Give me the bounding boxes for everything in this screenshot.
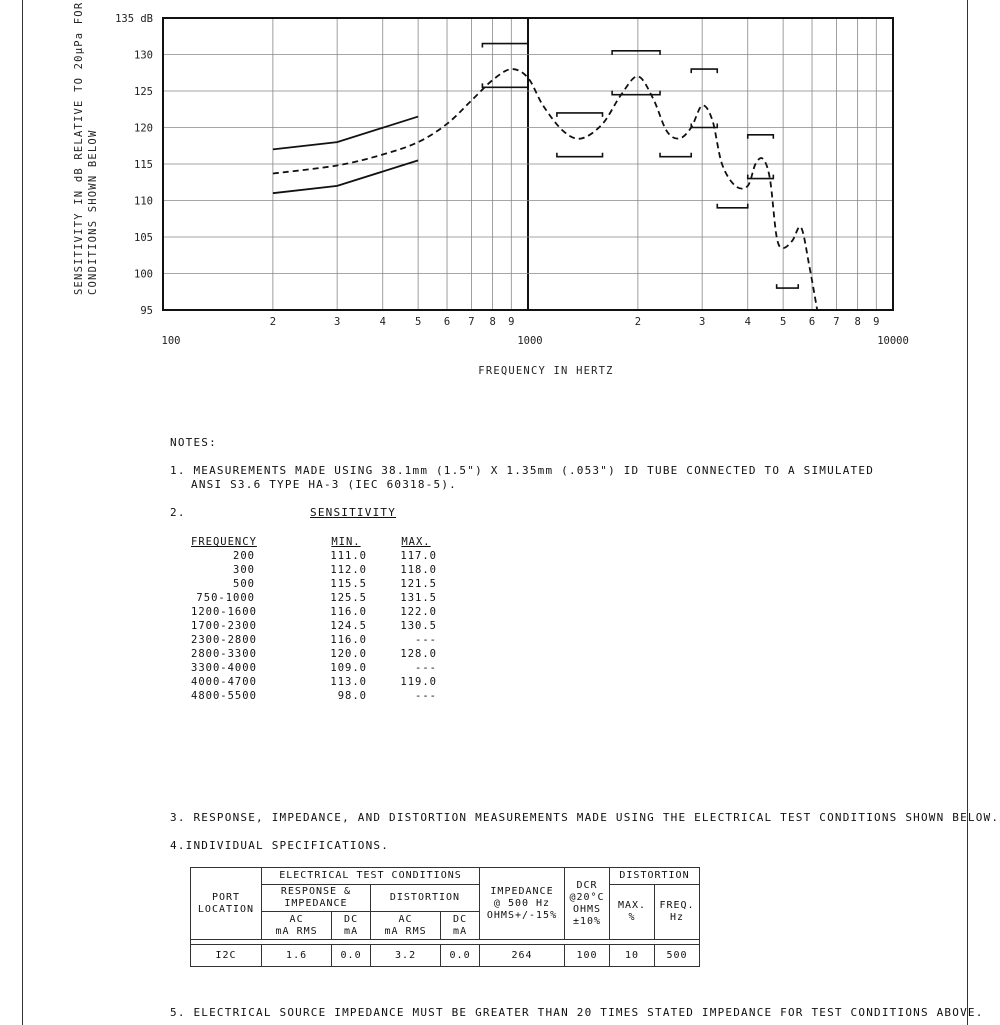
x-tick-label: 5 [779,316,787,328]
x-tick-label: 9 [508,316,515,328]
freq-distortion-header-line2: Hz [669,912,685,923]
max-cell: 131.5 [400,592,437,604]
distortion-dc-cell: 0.0 [441,945,480,967]
response-ac-header-line1: AC [289,913,304,925]
max-cell: 121.5 [400,578,437,590]
dcr-header-line2: @20°C [569,891,605,903]
x-tick-label: 100 [161,335,181,347]
frequency-cell: 4800-5500 [191,690,257,702]
port-cell: I2C [191,945,262,967]
min-cell: 109.0 [330,662,367,674]
limit-bracket-max [748,135,774,139]
x-tick-label: 4 [379,316,386,328]
distortion-max-cell: 10 [610,945,655,967]
chart-labels [115,13,909,347]
response-dc-header [332,912,371,940]
y-tick-label: 105 [134,232,153,244]
x-tick-label: 3 [333,316,341,328]
max-distortion-header [610,885,655,940]
frequency-cell: 2800-3300 [191,648,257,660]
x-tick-label: 8 [854,316,861,328]
y-top-label: 135 dB [115,13,153,25]
distortion-dc-header-line1: DC [453,913,468,925]
y-tick-label: 100 [134,268,153,281]
note-1-line-2: ANSI S3.6 TYPE HA-3 (IEC 60318-5). [191,478,457,491]
dcr-header-line3: OHMS [572,903,602,915]
limit-bracket-min [777,284,799,288]
y-tick-label: 110 [134,195,153,208]
max-cell: 128.0 [400,648,437,660]
y-axis-label-line1: SENSITIVITY IN dB RELATIVE TO 20µPa FOR [73,1,85,295]
impedance-header-line3: OHMS+/-15% [486,909,558,921]
dcr-cell: 100 [565,945,610,967]
impedance-header-line2: @ 500 Hz [493,897,551,909]
x-tick-label: 6 [808,316,816,328]
x-tick-label: 9 [873,316,880,328]
min-cell: 120.0 [330,648,367,660]
dcr-header-line4: ±10% [572,915,602,927]
y-tick-label: 130 [134,49,153,62]
note-4: 4.INDIVIDUAL SPECIFICATIONS. [170,839,390,852]
freq-distortion-header-line1: FREQ. [659,900,695,911]
y-tick-label: 120 [134,122,153,135]
min-cell: 116.0 [330,606,367,618]
x-tick-label: 3 [698,316,706,328]
series-line-max [273,117,418,150]
response-ac-cell: 1.6 [262,945,332,967]
response-dc-header-line1: DC [344,913,359,925]
dcr-header-line1: DCR [576,879,598,891]
frequency-header: FREQUENCY [191,536,257,548]
distortion-dc-header-line2: mA [453,925,468,937]
distortion-ac-header-line1: AC [398,913,413,925]
impedance-cell: 264 [480,945,565,967]
limit-bracket-min [660,153,691,157]
distortion-header: DISTORTION [610,868,700,885]
min-cell: 115.5 [330,578,367,590]
x-tick-label: 7 [833,316,840,328]
y-tick-label: 115 [134,159,153,171]
frequency-cell: 750-1000 [196,592,255,604]
max-distortion-header-line1: MAX. [617,900,647,911]
max-distortion-header-line2: % [628,912,636,923]
response-impedance-header [262,885,371,912]
x-tick-label: 2 [634,316,642,328]
frequency-cell: 3300-4000 [191,662,257,674]
max-cell: 122.0 [400,606,437,618]
x-tick-label: 10000 [877,335,909,347]
sensitivity-min-column [325,535,367,703]
port-location-header-line2: LOCATION [197,903,255,915]
dcr-header [565,868,610,940]
frequency-cell: 2300-2800 [191,634,257,646]
sensitivity-chart [0,0,1000,400]
x-tick-label: 8 [489,316,496,328]
response-dc-cell: 0.0 [332,945,371,967]
response-impedance-header-line2: IMPEDANCE [284,898,348,909]
limit-bracket-max [691,69,717,73]
port-location-header [191,868,262,940]
min-cell: 113.0 [330,676,367,688]
y-axis-label-line2: CONDITIONS SHOWN BELOW [87,129,99,295]
frequency-cell: 200 [233,550,255,562]
response-impedance-header-line1: RESPONSE & [280,886,352,897]
frequency-cell: 300 [233,564,255,576]
impedance-header [480,868,565,940]
max-cell: 130.5 [400,620,437,632]
limit-bracket-max [482,44,528,48]
notes-title: NOTES: [170,436,217,449]
x-tick-label: 4 [744,316,751,328]
port-location-header-line1: PORT [211,891,241,903]
x-tick-label: 2 [269,316,277,328]
max-cell: --- [415,634,437,646]
y-tick-label: 95 [140,305,153,317]
y-tick-label: 125 [134,86,153,98]
x-tick-label: 6 [443,316,451,328]
freq-distortion-header [655,885,700,940]
electrical-test-conditions-header: ELECTRICAL TEST CONDITIONS [262,868,480,885]
max-cell: 117.0 [400,550,437,562]
distortion-group-header: DISTORTION [370,885,479,912]
min-cell: 112.0 [330,564,367,576]
max-header: MAX. [401,536,431,548]
min-cell: 111.0 [330,550,367,562]
distortion-freq-cell: 500 [655,945,700,967]
response-dc-header-line2: mA [344,925,359,937]
response-ac-header-line2: mA RMS [275,925,318,937]
distortion-ac-cell: 3.2 [370,945,440,967]
max-cell: 119.0 [400,676,437,688]
distortion-ac-header-line2: mA RMS [384,925,427,937]
max-cell: 118.0 [400,564,437,576]
max-cell: --- [415,662,437,674]
note-2-number: 2. [170,506,186,519]
min-cell: 124.5 [330,620,367,632]
frequency-cell: 500 [233,578,255,590]
distortion-dc-header [441,912,480,940]
frequency-cell: 4000-4700 [191,676,257,688]
frequency-cell: 1700-2300 [191,620,257,632]
chart-grid [163,18,893,310]
x-tick-label: 7 [468,316,475,328]
min-cell: 98.0 [337,690,367,702]
max-cell: --- [415,690,437,702]
impedance-header-line1: IMPEDANCE [490,885,554,897]
limit-bracket-min [717,204,747,208]
electrical-spec-table [190,867,700,967]
min-cell: 116.0 [330,634,367,646]
note-3: 3. RESPONSE, IMPEDANCE, AND DISTORTION MEASUREMENTS MADE USING THE ELECTRICAL TEST CONDITIONS SHOWN BELOW. [170,811,1000,824]
limit-bracket-max [557,113,603,117]
sensitivity-max-column [395,535,437,703]
limit-bracket-min [557,153,603,157]
note-5: 5. ELECTRICAL SOURCE IMPEDANCE MUST BE GREATER THAN 20 TIMES STATED IMPEDANCE FOR TEST CONDITIONS ABOVE. [170,1006,984,1019]
sensitivity-title: SENSITIVITY [310,506,397,519]
min-cell: 125.5 [330,592,367,604]
x-tick-label: 5 [414,316,422,328]
distortion-ac-header [370,912,440,940]
frequency-cell: 1200-1600 [191,606,257,618]
sensitivity-frequency-column [191,535,255,703]
x-axis-label: FREQUENCY IN HERTZ [478,365,614,377]
response-ac-header [262,912,332,940]
series-line-min [273,160,418,193]
x-tick-label: 1000 [517,335,543,347]
note-1-line-1: 1. MEASUREMENTS MADE USING 38.1mm (1.5") X 1.35mm (.053") ID TUBE CONNECTED TO A SIMULATED [170,464,875,477]
min-header: MIN. [331,536,361,548]
chart-series [273,44,817,310]
